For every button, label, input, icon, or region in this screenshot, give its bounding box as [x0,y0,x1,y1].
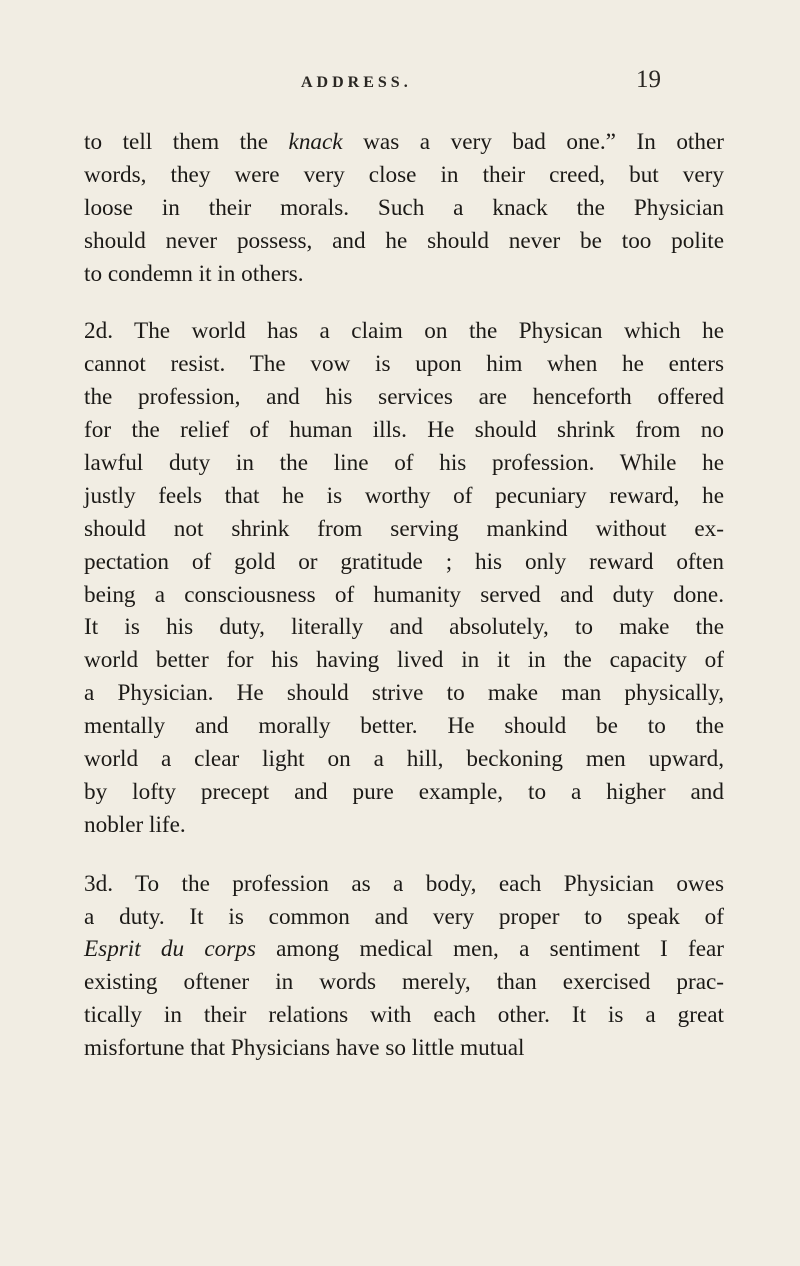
text-run: to tell them the [84,129,289,155]
paragraph-2 [84,315,724,841]
text-run: for the relief of human ills. He should shrink from no [84,417,724,444]
text-line [84,447,724,480]
text-line [84,644,724,677]
text-run: loose in their morals. Such a knack the Physician [84,194,724,221]
text-line [84,1032,724,1065]
text-run: being a consciousness of humanity served and duty done. [84,581,724,608]
text-line [84,381,724,414]
text-run: 3d. To the profession as a body, each Physician owes [84,870,724,897]
text-line [84,126,724,159]
text-run: pectation of gold or gratitude ; his only reward often [84,548,724,575]
text-run: lawful duty in the line of his profession. While he [84,450,724,477]
paragraph-gap [84,290,724,315]
italic-term: knack [288,129,343,155]
text-run: cannot resist. The vow is upon him when he enters [84,351,724,378]
text-line [84,868,724,901]
page-number: 19 [636,66,661,93]
text-line [84,513,724,546]
text-line [84,743,724,776]
text-run: should not shrink from serving mankind without ex- [84,515,724,542]
text-run: tically in their relations with each other. It is a great [84,1002,724,1029]
italic-term: Esprit du corps [84,936,256,963]
text-line [84,480,724,513]
text-run: misfortune that Physicians have so little mutual [84,1035,525,1062]
text-run: justly feels that he is worthy of pecuniary reward, he [84,482,724,509]
text-run: a Physician. He should strive to make man physically, [84,680,724,707]
text-run: a duty. It is common and very proper to speak of [84,903,724,930]
text-line [84,933,724,966]
text-run: 2d. The world has a claim on the Physican which he [84,318,724,345]
text-run: world better for his having lived in it in the capacity of [84,647,724,674]
text-line [84,677,724,710]
text-run: mentally and morally better. He should be to the [84,713,724,740]
text-run: the profession, and his services are henceforth offered [84,384,724,411]
text-line [84,159,724,192]
running-head [0,66,800,96]
text-line [84,579,724,612]
text-line [84,999,724,1032]
text-run: to condemn it in others. [84,260,304,287]
text-run: nobler life. [84,811,186,838]
text-run: existing oftener in words merely, than exercised prac- [84,969,724,996]
text-line [84,315,724,348]
text-line [84,710,724,743]
body-text [84,126,724,1065]
paragraph-1 [84,126,724,290]
text-line [84,809,724,842]
text-run: was a very bad one.” In other [342,129,724,155]
text-line [84,414,724,447]
paragraph-gap [84,842,724,868]
text-run: should never possess, and he should never be too polite [84,227,724,254]
text-line [84,776,724,809]
text-line [84,348,724,381]
text-line [84,192,724,225]
text-line [84,966,724,999]
text-line [84,258,724,291]
text-run: It is his duty, literally and absolutely, to make the [84,614,724,641]
running-head-title: ADDRESS. [301,74,412,91]
text-line [84,901,724,934]
text-line [84,611,724,644]
paragraph-3 [84,868,724,1065]
text-run: words, they were very close in their creed, but very [84,161,724,188]
text-run: world a clear light on a hill, beckoning men upward, [84,746,724,773]
text-line [84,546,724,579]
text-run: among medical men, a sentiment I fear [255,936,724,963]
text-line [84,225,724,258]
text-run: by lofty precept and pure example, to a higher and [84,778,724,805]
